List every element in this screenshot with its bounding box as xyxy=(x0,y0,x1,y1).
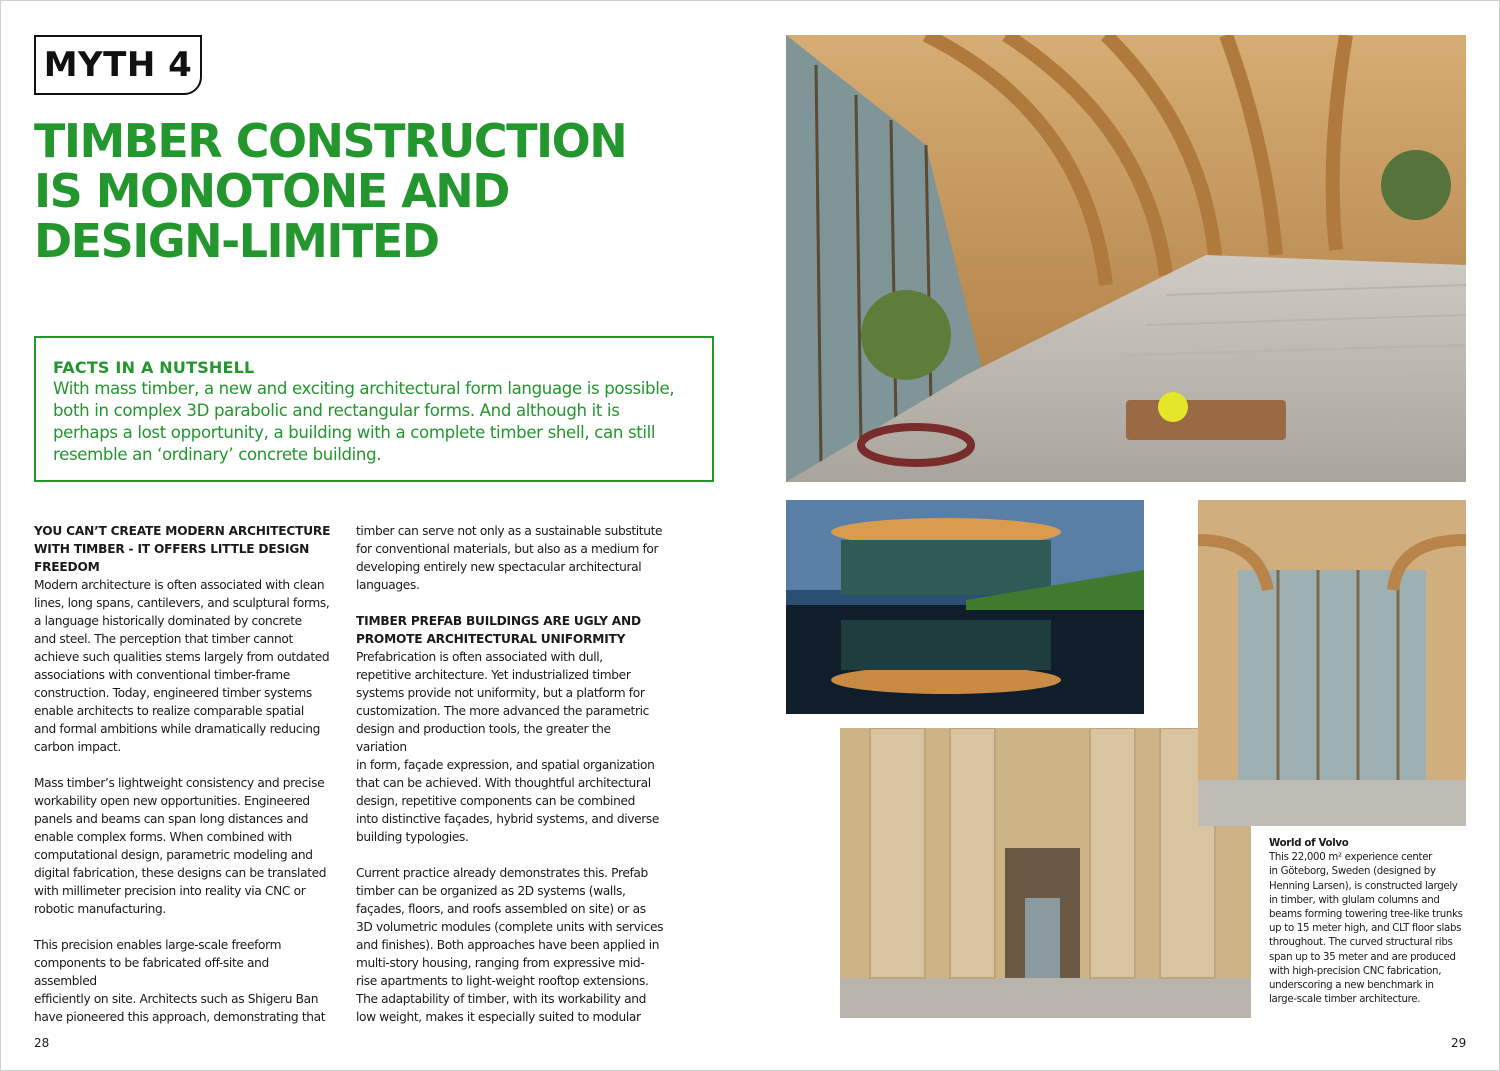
caption-title: World of Volvo xyxy=(1269,838,1349,849)
caption-line: underscoring a new benchmark in xyxy=(1269,980,1434,992)
heading-line: WITH TIMBER - IT OFFERS LITTLE DESIGN xyxy=(34,542,310,556)
text-column-right xyxy=(356,522,664,1044)
facts-box xyxy=(34,336,714,482)
text-line: and formal ambitions while dramatically reducing xyxy=(34,722,321,736)
facts-line: With mass timber, a new and exciting architectural form language is possible, xyxy=(53,379,675,398)
facts-line: resemble an ‘ordinary’ concrete building. xyxy=(53,445,382,464)
text-line: carbon impact. xyxy=(34,740,121,754)
heading-line: TIMBER PREFAB BUILDINGS ARE UGLY AND xyxy=(356,614,641,628)
paragraph xyxy=(34,936,334,1026)
facts-heading: FACTS IN A NUTSHELL xyxy=(53,358,255,377)
text-line: for conventional materials, but also as a medium for xyxy=(356,542,659,556)
text-line: developing entirely new spectacular architectural xyxy=(356,560,642,574)
text-line: timber can serve not only as a sustainable substitute xyxy=(356,524,663,538)
text-line: construction. Today, engineered timber systems xyxy=(34,686,312,700)
text-line: façades, floors, and roofs assembled on site) or as xyxy=(356,902,646,916)
text-line: with millimeter precision into reality via CNC or xyxy=(34,884,306,898)
text-line: Current practice already demonstrates this. Prefab xyxy=(356,866,648,880)
photo-timber-columns xyxy=(840,728,1251,1018)
text-line: a language historically dominated by concrete xyxy=(34,614,302,628)
text-line: design, repetitive components can be combined xyxy=(356,794,635,808)
text-line: customization. The more advanced the parametric xyxy=(356,704,649,718)
photo-glass-hall xyxy=(1198,500,1466,826)
photo-atrium-interior xyxy=(786,35,1466,482)
heading-line: PROMOTE ARCHITECTURAL UNIFORMITY xyxy=(356,632,626,646)
text-line: components to be fabricated off-site and assembled xyxy=(34,956,269,988)
text-line: Prefabrication is often associated with dull, xyxy=(356,650,603,664)
heading-line: FREEDOM xyxy=(34,560,100,574)
paragraph xyxy=(34,774,334,918)
text-line: robotic manufacturing. xyxy=(34,902,166,916)
text-line: rise apartments to light-weight rooftop extensions. xyxy=(356,974,649,988)
caption-line: throughout. The curved structural ribs xyxy=(1269,937,1453,949)
text-line: and finishes). Both approaches have been applied in xyxy=(356,938,660,952)
text-line: timber can be organized as 2D systems (walls, xyxy=(356,884,626,898)
paragraph xyxy=(356,864,664,1026)
text-line: into distinctive façades, hybrid systems, and diverse xyxy=(356,812,660,826)
heading-line: YOU CAN’T CREATE MODERN ARCHITECTURE xyxy=(34,524,331,538)
facts-line: perhaps a lost opportunity, a building with a complete timber shell, can still xyxy=(53,423,656,442)
section-heading xyxy=(356,612,664,648)
text-column-left xyxy=(34,522,334,1044)
page-number-left: 28 xyxy=(34,1036,50,1050)
caption-line: in timber, with glulam columns and xyxy=(1269,894,1440,906)
page-number-right: 29 xyxy=(1451,1036,1467,1050)
title-line: IS MONOTONE AND xyxy=(34,164,509,218)
text-line: systems provide not uniformity, but a platform for xyxy=(356,686,645,700)
title-line: DESIGN-LIMITED xyxy=(34,214,439,268)
text-line: have pioneered this approach, demonstrating that xyxy=(34,1010,326,1024)
text-line: repetitive architecture. Yet industrialized timber xyxy=(356,668,631,682)
text-line: associations with conventional timber-frame xyxy=(34,668,290,682)
paragraph xyxy=(356,522,664,594)
text-line: languages. xyxy=(356,578,420,592)
caption-line: large-scale timber architecture. xyxy=(1269,994,1421,1006)
text-line: that can be achieved. With thoughtful architectural xyxy=(356,776,651,790)
caption-line: span up to 35 meter and are produced xyxy=(1269,951,1456,963)
text-line: and steel. The perception that timber cannot xyxy=(34,632,293,646)
section-heading xyxy=(34,522,334,576)
text-line: in form, façade expression, and spatial organization xyxy=(356,758,655,772)
caption-line: beams forming towering tree-like trunks xyxy=(1269,909,1463,921)
text-line: lines, long spans, cantilevers, and sculptural forms, xyxy=(34,596,330,610)
text-line: achieve such qualities stems largely from outdated xyxy=(34,650,330,664)
text-line: Modern architecture is often associated with clean xyxy=(34,578,325,592)
text-line: digital fabrication, these designs can be translated xyxy=(34,866,327,880)
paragraph xyxy=(356,648,664,846)
text-line: efficiently on site. Architects such as Shigeru Ban xyxy=(34,992,319,1006)
title-line: TIMBER CONSTRUCTION xyxy=(34,114,627,168)
facts-line: both in complex 3D parabolic and rectangular forms. And although it is xyxy=(53,401,620,420)
photo-caption xyxy=(1269,837,1469,1007)
caption-line: with high-precision CNC fabrication, xyxy=(1269,965,1442,977)
text-line: design and production tools, the greater the variation xyxy=(356,722,611,754)
text-line: multi-story housing, ranging from expressive mid- xyxy=(356,956,645,970)
caption-line: up to 15 meter high, and CLT floor slabs xyxy=(1269,923,1462,935)
caption-line: in Göteborg, Sweden (designed by xyxy=(1269,866,1436,878)
text-line: 3D volumetric modules (complete units with services xyxy=(356,920,664,934)
text-line: workability open new opportunities. Engineered xyxy=(34,794,310,808)
text-line: low weight, makes it especially suited to modular xyxy=(356,1010,641,1024)
text-line: building typologies. xyxy=(356,830,469,844)
caption-line: This 22,000 m² experience center xyxy=(1269,852,1433,864)
myth-label: MYTH 4 xyxy=(34,35,202,95)
facts-body xyxy=(53,378,696,466)
text-line: computational design, parametric modeling and xyxy=(34,848,313,862)
text-line: The adaptability of timber, with its workability and xyxy=(356,992,646,1006)
caption-line: Henning Larsen), is constructed largely xyxy=(1269,880,1458,892)
text-line: enable architects to realize comparable spatial xyxy=(34,704,304,718)
text-line: This precision enables large-scale freeform xyxy=(34,938,282,952)
paragraph xyxy=(34,576,334,756)
page-title xyxy=(34,116,734,266)
text-line: panels and beams can span long distances and xyxy=(34,812,309,826)
text-line: Mass timber’s lightweight consistency and precise xyxy=(34,776,325,790)
photo-pavilion-exterior xyxy=(786,500,1144,714)
text-line: enable complex forms. When combined with xyxy=(34,830,292,844)
